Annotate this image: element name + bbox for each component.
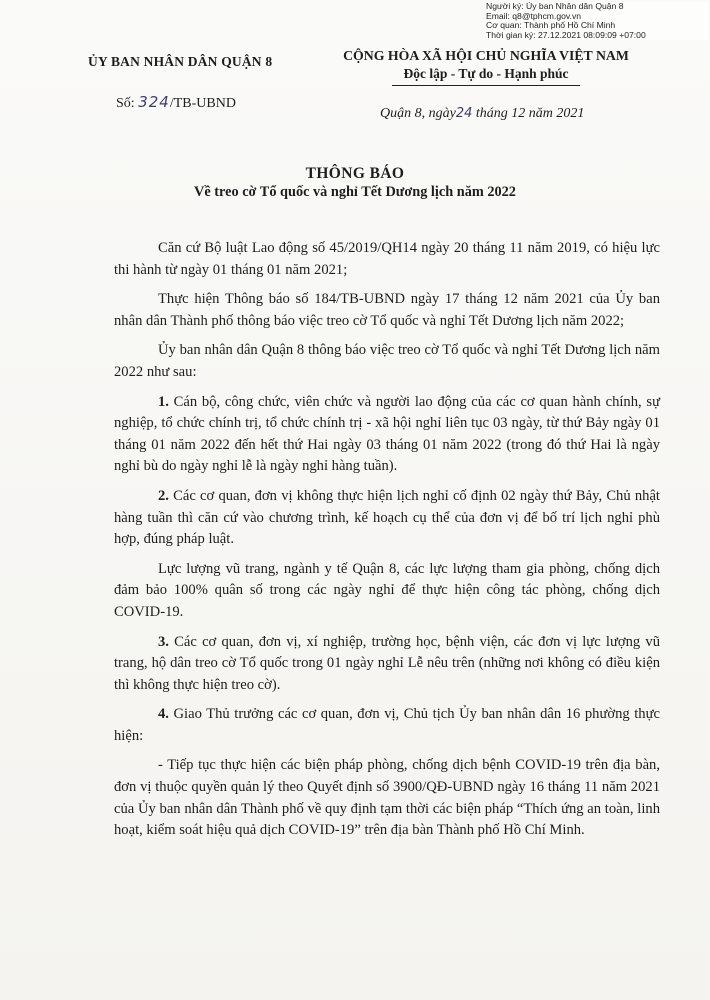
signature-time: Thời gian ký: 27.12.2021 08:09:09 +07:00	[486, 30, 646, 40]
item-3-number: 3.	[158, 633, 169, 650]
document-number	[116, 93, 236, 112]
paragraph-implementation: Thực hiện Thông báo số 184/TB-UBND ngày 17 tháng 12 năm 2021 của Ủy ban nhân dân Thành phố thông báo việc treo cờ Tổ quốc và nghỉ Tết Dương lịch năm 2022;	[114, 291, 660, 329]
signature-agency: Cơ quan: Thành phố Hồ Chí Minh	[486, 21, 616, 31]
item-4-number: 4.	[158, 706, 169, 723]
signature-email: Email: q8@tphcm.gov.vn	[486, 11, 582, 21]
item-2-text: Các cơ quan, đơn vị không thực hiện lịch nghỉ cố định 02 ngày thứ Bảy, Chủ nhật hàng tuần thì căn cứ vào chương trình, kế hoạch cụ thể của đơn vị để bố trí lịch nghỉ phù hợp, đúng pháp luật.	[114, 487, 660, 548]
item-4-bullet: - Tiếp tục thực hiện các biện pháp phòng, chống dịch bệnh COVID-19 trên địa bàn, đơn vị thuộc quyền quản lý theo Quyết định số 3900/QĐ-UBND ngày 16 tháng 11 năm 2021 của Ủy ban nhân dân Thành phố về quy định tạm thời các biện pháp “Thích ứng an toàn, linh hoạt, kiểm soát hiệu quả dịch COVID-19” trên địa bàn Thành phố Hồ Chí Minh.	[114, 757, 660, 839]
paragraph-announcement: Ủy ban nhân dân Quận 8 thông báo việc treo cờ Tổ quốc và nghỉ Tết Dương lịch năm 2022 như sau:	[114, 342, 660, 380]
document-body	[114, 238, 660, 850]
item-2-number: 2.	[158, 487, 169, 504]
item-3	[114, 632, 660, 697]
doc-no-prefix: Số:	[116, 96, 135, 111]
national-header	[326, 48, 646, 86]
signature-signer: Người ký: Ủy ban Nhân dân Quận 8	[486, 2, 624, 11]
motto-underline	[392, 85, 580, 86]
document-subtitle: Về treo cờ Tổ quốc và nghỉ Tết Dương lịch năm 2022	[194, 184, 516, 200]
document-title: THÔNG BÁO	[305, 165, 405, 182]
day-handwritten: 24	[455, 106, 473, 121]
country-name: CỘNG HÒA XÃ HỘI CHỦ NGHĨA VIỆT NAM	[343, 48, 629, 63]
item-1	[114, 392, 660, 478]
item-1-number: 1.	[158, 393, 169, 410]
national-motto: Độc lập - Tự do - Hạnh phúc	[403, 66, 569, 81]
item-3-text: Các cơ quan, đơn vị, xí nghiệp, trường học, bệnh viện, các đơn vị lực lượng vũ trang, hộ dân treo cờ Tổ quốc trong 01 ngày nghỉ Lễ nêu trên (những nơi không có điều kiện thì không thực hiện treo cờ).	[114, 633, 660, 693]
item-4-text: Giao Thủ trưởng các cơ quan, đơn vị, Chủ tịch Ủy ban nhân dân 16 phường thực hiện:	[114, 706, 660, 744]
item-2-note: Lực lượng vũ trang, ngành y tế Quận 8, các lực lượng tham gia phòng, chống dịch đảm bảo 100% quân số trong các ngày nghỉ để thực hiện công tác phòng, chống dịch COVID-19.	[114, 560, 660, 620]
place-date-suffix: tháng 12 năm 2021	[475, 106, 585, 121]
doc-no-handwritten: 324	[138, 93, 170, 111]
item-4	[114, 704, 660, 747]
doc-no-suffix: /TB-UBND	[169, 96, 236, 111]
issuer-name: ỦY BAN NHÂN DÂN QUẬN 8	[88, 54, 273, 69]
item-1-text: Cán bộ, công chức, viên chức và người lao động của các cơ quan hành chính, sự nghiệp, tổ chức chính trị, tổ chức chính trị - xã hội nghỉ liên tục 03 ngày, từ thứ Bảy ngày 01 tháng 01 năm 2022 đến hết thứ Hai ngày 03 tháng 01 năm 2022 (trong đó thứ Hai là ngày nghỉ bù do ngày nghỉ lễ là ngày nghỉ hàng tuần).	[114, 393, 660, 475]
place-date-prefix: Quận 8, ngày	[380, 106, 456, 121]
paragraph-legal-basis: Căn cứ Bộ luật Lao động số 45/2019/QH14 ngày 20 tháng 11 năm 2019, có hiệu lực thi hành từ ngày 01 tháng 01 năm 2021;	[114, 240, 660, 278]
digital-signature-box	[486, 2, 708, 40]
place-date	[380, 106, 584, 122]
item-2	[114, 486, 660, 551]
